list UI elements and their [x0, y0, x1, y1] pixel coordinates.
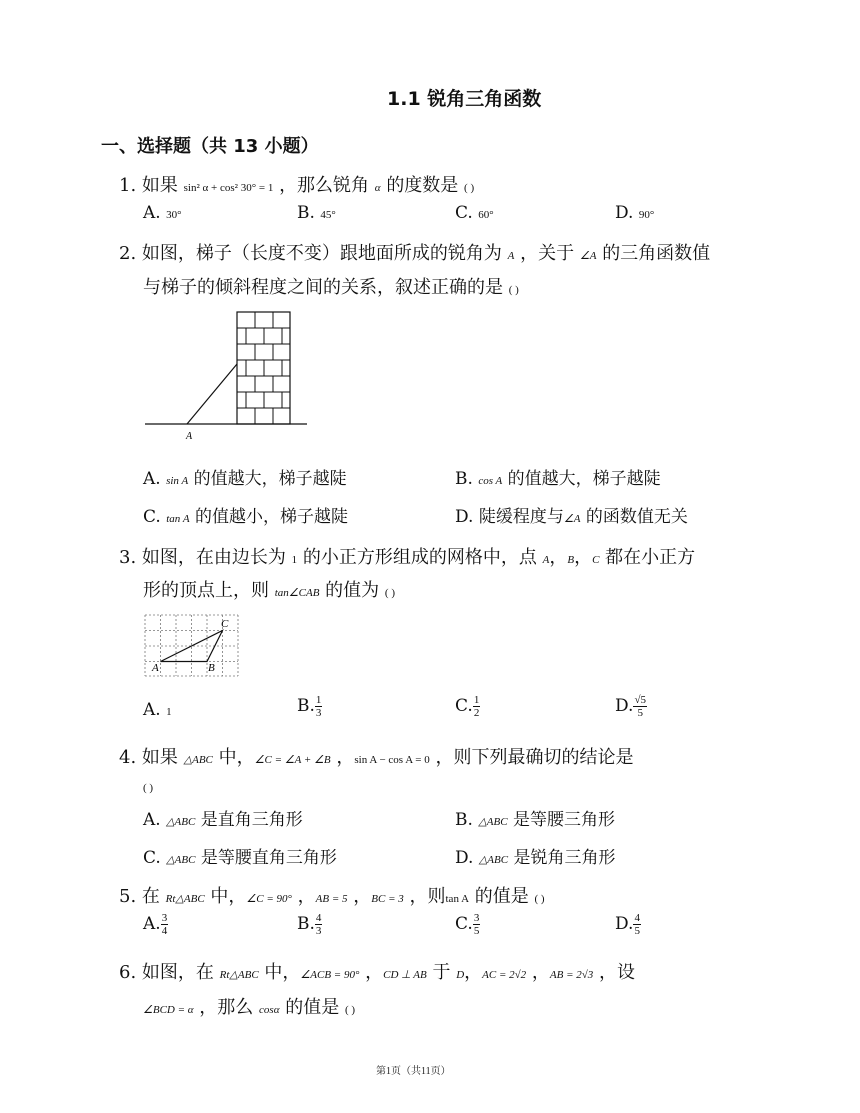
answer-paren: ( )	[508, 284, 519, 296]
answer-paren: ( )	[384, 587, 395, 599]
q5-option-c: C. $\frac{3}{5}$	[455, 912, 480, 937]
question-text: 的度数是	[386, 175, 459, 196]
question-3-line2: 形的顶点上，则 tan∠CAB 的值为 ( )	[143, 580, 395, 601]
q3-option-c: C. $\frac{1}{2}$	[455, 694, 480, 719]
question-text: 如果	[141, 175, 178, 196]
question-6: 6. 如图，在 Rt△ABC 中，∠ACB = 90° ，CD ⊥ AB 于 D，AC = 2√2 ，AB = 2√3 ，设	[119, 962, 636, 983]
q3-option-a: A. 1	[143, 700, 172, 720]
q2-option-d: D. 陡缓程度与∠A 的函数值无关	[455, 507, 688, 527]
question-text: ，那么锐角	[279, 175, 370, 196]
q3-option-d: D. $\frac{√5}{5}$	[615, 694, 646, 719]
answer-paren: ( )	[534, 893, 545, 905]
q5-option-d: D. $\frac{4}{5}$	[615, 912, 640, 937]
question-2-line2: 与梯子的倾斜程度之间的关系，叙述正确的是 ( )	[143, 277, 519, 298]
question-number: 5.	[119, 886, 137, 907]
question-number: 3.	[119, 547, 137, 568]
q4-option-a: A. △ABC 是直角三角形	[143, 810, 303, 830]
answer-paren: ( )	[344, 1004, 356, 1016]
question-number: 2.	[119, 243, 137, 264]
question-text: 的三角函数值	[602, 243, 711, 264]
q5-option-a: A. $\frac{3}{4}$	[143, 912, 168, 937]
math-expression: sin² α + cos² 30° = 1	[183, 182, 274, 194]
point-label-c: C	[221, 618, 229, 630]
question-2	[119, 239, 710, 265]
q3-option-b: B. $\frac{1}{3}$	[297, 694, 322, 719]
q1-option-d: D. 90°	[615, 203, 655, 223]
grid-triangle-figure	[144, 614, 240, 678]
math-variable: α	[374, 182, 381, 194]
point-label-a: A	[152, 662, 159, 674]
page-footer: 第1页（共11页）	[376, 1066, 451, 1077]
q1-option-a: A. 30°	[143, 203, 182, 223]
q1-option-c: C. 60°	[455, 203, 494, 223]
question-3: 3. 如图，在由边长为 1 的小正方形组成的网格中，点 A，B，C 都在小正方	[119, 547, 696, 568]
question-text: ，关于	[520, 243, 575, 264]
question-1	[119, 171, 474, 197]
ladder-wall-figure	[140, 306, 315, 444]
section-heading: 一、选择题（共 13 小题）	[101, 136, 319, 157]
q5-option-b: B. $\frac{4}{3}$	[297, 912, 322, 937]
brick-pattern	[237, 312, 290, 424]
ladder-line	[187, 364, 237, 424]
q2-option-a: A. sin A 的值越大，梯子越陡	[143, 469, 347, 489]
page-title: 1.1 锐角三角函数	[387, 88, 542, 110]
point-label-a: A	[186, 431, 193, 442]
math-expression: ∠A	[579, 250, 597, 262]
question-5: 5. 在 Rt△ABC 中，∠C = 90° ，AB = 5 ，BC = 3 ，则tan A 的值是 ( )	[119, 886, 545, 907]
question-6-line2: ∠BCD = α ，那么 cosα 的值是 ( )	[143, 997, 356, 1018]
q2-option-b: B. cos A 的值越大，梯子越陡	[455, 469, 661, 489]
q4-option-c: C. △ABC 是等腰直角三角形	[143, 848, 337, 868]
q4-option-b: B. △ABC 是等腰三角形	[455, 810, 615, 830]
answer-paren: ( )	[143, 782, 154, 794]
q4-option-d: D. △ABC 是锐角三角形	[455, 848, 616, 868]
q1-option-b: B. 45°	[297, 203, 336, 223]
math-variable: A	[507, 250, 515, 262]
question-4: 4. 如果 △ABC 中，∠C = ∠A + ∠B ，sin A − cos A = 0 ，则下列最确切的结论是	[119, 747, 634, 768]
point-label-b: B	[208, 662, 215, 674]
answer-paren: ( )	[464, 182, 475, 194]
question-text: 如图，梯子（长度不变）跟地面所成的锐角为	[141, 243, 502, 264]
question-number: 6.	[119, 962, 137, 983]
question-number: 1.	[119, 175, 137, 196]
q2-option-c: C. tan A 的值越小，梯子越陡	[143, 507, 348, 527]
question-number: 4.	[119, 747, 137, 768]
